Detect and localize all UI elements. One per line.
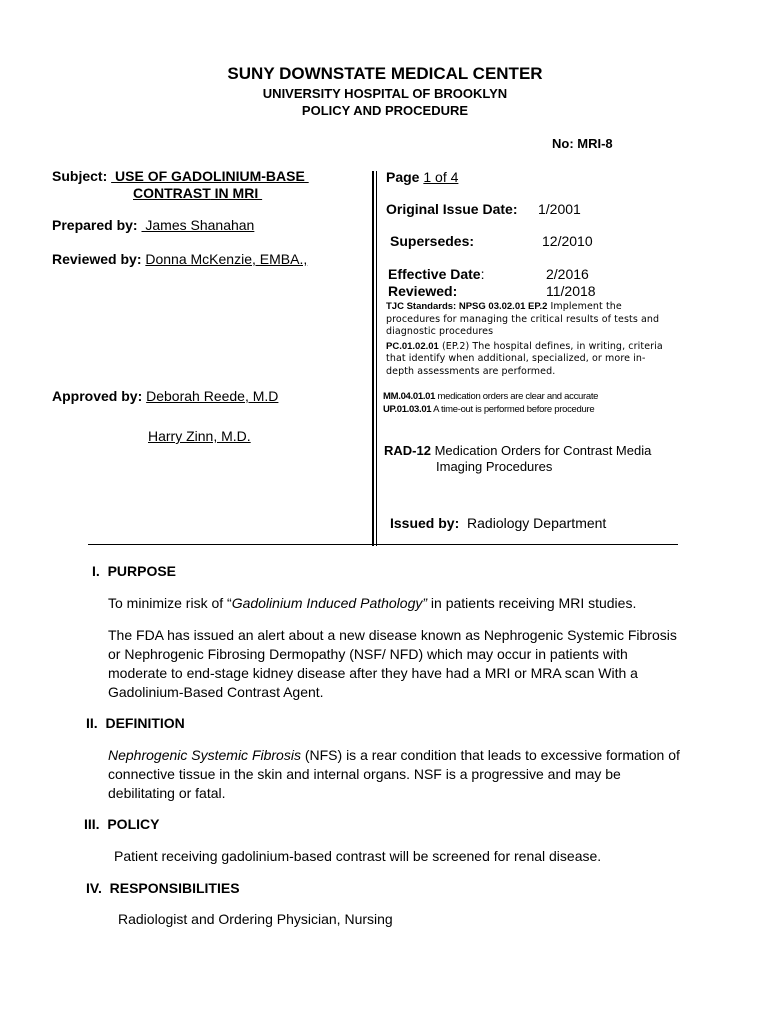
effective-value: 2/2016	[546, 266, 589, 282]
responsibilities-heading	[86, 880, 240, 896]
definition-heading	[86, 715, 185, 731]
tjc-standards	[386, 299, 663, 378]
page-label: Page	[386, 169, 420, 185]
mm-label: MM.04.01.01	[383, 391, 436, 402]
subject-line-2: CONTRAST	[133, 185, 211, 201]
policy-text: Patient receiving gadolinium-based contrast will be screened for renal disease.	[114, 848, 602, 864]
column-divider-thin	[376, 171, 377, 546]
definition-number: II.	[86, 715, 98, 731]
up-text: A time-out is performed before procedure	[431, 404, 595, 415]
policy-title: POLICY	[107, 816, 160, 832]
reviewed-row	[52, 251, 359, 267]
pc-text-2: that identify when additional, specialized, or more in-	[386, 353, 646, 364]
prepared-row	[52, 217, 361, 233]
effective-label: Effective Date	[388, 266, 481, 282]
rad-text-1: Medication Orders for Contrast Media	[430, 443, 652, 458]
prepared-value: James Shanahan	[141, 217, 255, 233]
approved-value-2: Harry Zinn, M.D.	[148, 428, 251, 444]
definition-text: (NFS) is a rear condition that leads to excessive formation of connective tissue in the skin and internal organs. NSF is a progressive and may be debilitating or fatal.	[108, 747, 680, 801]
page-row	[386, 169, 458, 185]
issued-value: Radiology Department	[459, 515, 607, 531]
reviewed-value: Donna McKenzie, EMBA.,	[145, 251, 308, 267]
tjc-text-2: procedures for managing the critical results of tests and	[386, 313, 660, 325]
rad-text-2: Imaging Procedures	[436, 459, 553, 474]
effective-row	[388, 266, 484, 282]
rad-label: RAD-12	[384, 443, 431, 458]
purpose-text-a: To minimize risk of “	[108, 595, 232, 611]
definition-title: DEFINITION	[105, 715, 185, 731]
effective-colon: :	[480, 266, 485, 282]
original-issue-label: Original Issue Date:	[386, 201, 518, 217]
subject-row-2	[133, 185, 262, 201]
definition-paragraph	[108, 746, 680, 803]
approved-value: Deborah Reede, M.D	[146, 388, 279, 404]
supersedes-value: 12/2010	[542, 233, 593, 249]
supersedes-label: Supersedes:	[390, 233, 475, 249]
purpose-text-b: in patients receiving MRI studies.	[427, 595, 637, 611]
purpose-heading	[92, 563, 176, 579]
purpose-text-italic: Gadolinium Induced Pathology”	[231, 595, 428, 611]
policy-number-label: III.	[84, 816, 100, 832]
issued-label: Issued by:	[390, 515, 460, 531]
responsibilities-title: RESPONSIBILITIES	[109, 880, 240, 896]
definition-term: Nephrogenic Systemic Fibrosis	[108, 747, 301, 763]
purpose-paragraph-1	[108, 594, 688, 613]
policy-heading	[84, 816, 159, 832]
mm-text: medication orders are clear and accurate	[435, 391, 599, 402]
responsibilities-number: IV.	[86, 880, 102, 896]
purpose-title: PURPOSE	[107, 563, 177, 579]
pc-text-3: depth assessments are performed.	[386, 365, 556, 377]
document-title: SUNY DOWNSTATE MEDICAL CENTER	[227, 64, 543, 83]
hospital-name: UNIVERSITY HOSPITAL OF BROOKLYN	[262, 86, 508, 101]
pc-text-1: (EP.2) The hospital defines, in writing, criteria	[438, 340, 663, 352]
prepared-label: Prepared by:	[52, 217, 138, 233]
policy-number: No: MRI-8	[552, 136, 613, 151]
section-divider	[88, 544, 678, 545]
tjc-text-1: Implement the	[547, 301, 622, 312]
tjc-label: TJC Standards: NPSG 03.02.01 EP.2	[386, 301, 548, 312]
original-issue-value: 1/2001	[538, 201, 581, 217]
tjc-text-3: diagnostic procedures	[386, 326, 494, 337]
purpose-number: I.	[92, 563, 100, 579]
reviewed-date-label: Reviewed:	[388, 283, 458, 299]
purpose-paragraph-2: The FDA has issued an alert about a new disease known as Nephrogenic Systemic Fibrosis or Nephrogenic Fibrosing Dermopathy (NSF/ NFD) which may occur in patients with moderate to end-stage kidney disease after they have had a MRI or MRA scan With a Gadolinium-Based Contrast Agent.	[108, 627, 677, 700]
approved-row-2	[148, 428, 356, 444]
document-type: POLICY AND PROCEDURE	[301, 103, 469, 118]
subject-label: Subject:	[52, 168, 108, 184]
subject-line-1: USE OF GADOLINIUM-BASE	[111, 168, 309, 184]
page-value: 1 of 4	[423, 169, 459, 185]
approved-label: Approved by:	[52, 388, 143, 404]
pc-label: PC.01.02.01	[386, 340, 439, 352]
reviewed-date-value: 11/2018	[546, 283, 596, 299]
column-divider	[372, 171, 374, 546]
up-label: UP.01.03.01	[383, 404, 432, 415]
approved-row	[52, 388, 338, 404]
mm-up-standards	[383, 390, 598, 416]
subject-row	[52, 168, 309, 184]
rad-row	[384, 443, 651, 458]
subject-line-2b: IN MRI	[210, 185, 263, 201]
issued-row	[390, 515, 606, 531]
responsibilities-text: Radiologist and Ordering Physician, Nursing	[118, 911, 393, 927]
reviewed-label: Reviewed by:	[52, 251, 142, 267]
